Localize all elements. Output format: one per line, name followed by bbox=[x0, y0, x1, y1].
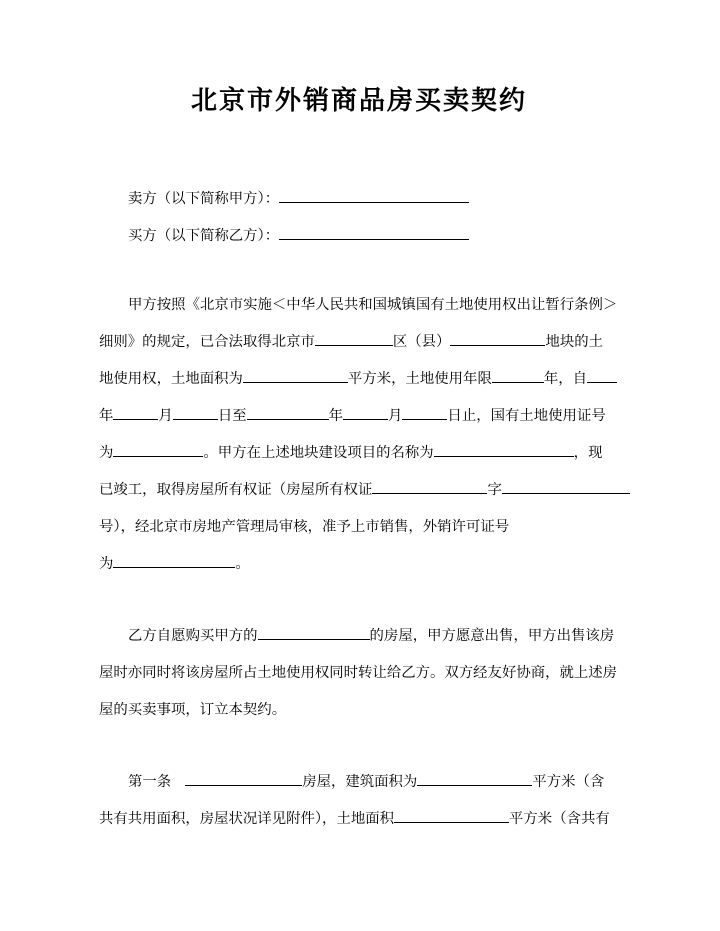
blank-field bbox=[372, 481, 487, 494]
document-line bbox=[99, 618, 619, 655]
text-run: 平方米（含共有 bbox=[509, 811, 610, 827]
text-run: 年 bbox=[328, 408, 344, 424]
text-run: 日止，国有土地使用证号 bbox=[447, 408, 606, 424]
blank-field bbox=[394, 810, 509, 823]
blank-field bbox=[279, 190, 469, 203]
blank-field bbox=[258, 627, 370, 640]
article-1 bbox=[99, 764, 619, 838]
text-run: 平方米（含 bbox=[532, 774, 605, 790]
text-run: 。甲方在上述地块建设项目的名称为 bbox=[203, 445, 434, 461]
text-run: 为 bbox=[99, 445, 114, 461]
clause-land-use-right bbox=[99, 287, 619, 583]
text-run: 平方米，土地使用年限 bbox=[347, 371, 492, 387]
text-run: 月 bbox=[388, 408, 403, 424]
text-run: 细则》的规定，已合法取得北京市 bbox=[99, 334, 315, 350]
text-run: 月 bbox=[158, 408, 173, 424]
text-run: 房屋，建筑面积为 bbox=[302, 774, 418, 790]
text-run: 甲方按照《北京市实施＜中华人民共和国城镇国有土地使用权出让暂行条例＞ bbox=[128, 297, 618, 313]
text-run: 字 bbox=[487, 482, 502, 498]
document-line bbox=[99, 509, 619, 546]
spacer bbox=[171, 785, 185, 786]
text-run: 卖方（以下简称甲方）： bbox=[128, 191, 280, 207]
contract-body bbox=[99, 287, 619, 838]
blank-field bbox=[315, 333, 393, 346]
blank-field bbox=[343, 407, 388, 420]
text-run: 年 bbox=[99, 408, 114, 424]
document-line bbox=[99, 801, 619, 838]
text-run: 第一条 bbox=[128, 774, 172, 790]
blank-field bbox=[113, 407, 158, 420]
clause-purchase-intent bbox=[99, 618, 619, 729]
blank-field bbox=[243, 370, 348, 383]
document-line bbox=[99, 435, 619, 472]
blank-field bbox=[247, 407, 329, 420]
text-run: 的房屋，甲方愿意出售，甲方出售该房 bbox=[369, 628, 615, 644]
document-line bbox=[99, 287, 619, 324]
blank-field bbox=[185, 773, 302, 786]
blank-field bbox=[402, 407, 447, 420]
party-section bbox=[99, 190, 619, 245]
text-run: 屋的买卖事项，订立本契约。 bbox=[99, 702, 287, 718]
document-line bbox=[99, 324, 619, 361]
blank-field bbox=[587, 370, 617, 383]
text-run: 屋时亦同时将该房屋所占土地使用权同时转让给乙方。双方经友好协商，就上述房 bbox=[99, 665, 618, 681]
text-run: 区（县） bbox=[392, 334, 451, 350]
blank-field bbox=[434, 444, 574, 457]
document-line bbox=[99, 655, 619, 692]
document-line bbox=[99, 361, 619, 398]
text-run: 地块的土 bbox=[545, 334, 604, 350]
text-run: ，现 bbox=[573, 445, 603, 461]
blank-field bbox=[492, 370, 544, 383]
text-run: 年，自 bbox=[543, 371, 588, 387]
blank-field bbox=[113, 555, 235, 568]
text-run: 买方（以下简称乙方）： bbox=[128, 228, 280, 244]
blank-field bbox=[502, 481, 630, 494]
text-run: 。 bbox=[235, 556, 250, 572]
text-run: 为 bbox=[99, 556, 114, 572]
document-line bbox=[99, 764, 619, 801]
text-run: 共有共用面积，房屋状况详见附件），土地面积 bbox=[99, 811, 395, 827]
party-line bbox=[99, 190, 619, 208]
blank-field bbox=[113, 444, 203, 457]
text-run: 地使用权，土地面积为 bbox=[99, 371, 243, 387]
document-line bbox=[99, 692, 619, 729]
text-run: 日至 bbox=[217, 408, 247, 424]
blank-field bbox=[279, 227, 469, 240]
text-run: 号），经北京市房地产管理局审核，准予上市销售，外销许可证号 bbox=[99, 519, 510, 535]
document-line bbox=[99, 472, 619, 509]
blank-field bbox=[417, 773, 532, 786]
document-line bbox=[99, 398, 619, 435]
document-title: 北京市外销商品房买卖契约 bbox=[190, 86, 527, 116]
text-run: 已竣工，取得房屋所有权证（房屋所有权证 bbox=[99, 482, 373, 498]
document-line bbox=[99, 546, 619, 583]
blank-field bbox=[173, 407, 218, 420]
text-run: 乙方自愿购买甲方的 bbox=[128, 628, 258, 644]
blank-field bbox=[450, 333, 545, 346]
party-line bbox=[99, 227, 619, 245]
